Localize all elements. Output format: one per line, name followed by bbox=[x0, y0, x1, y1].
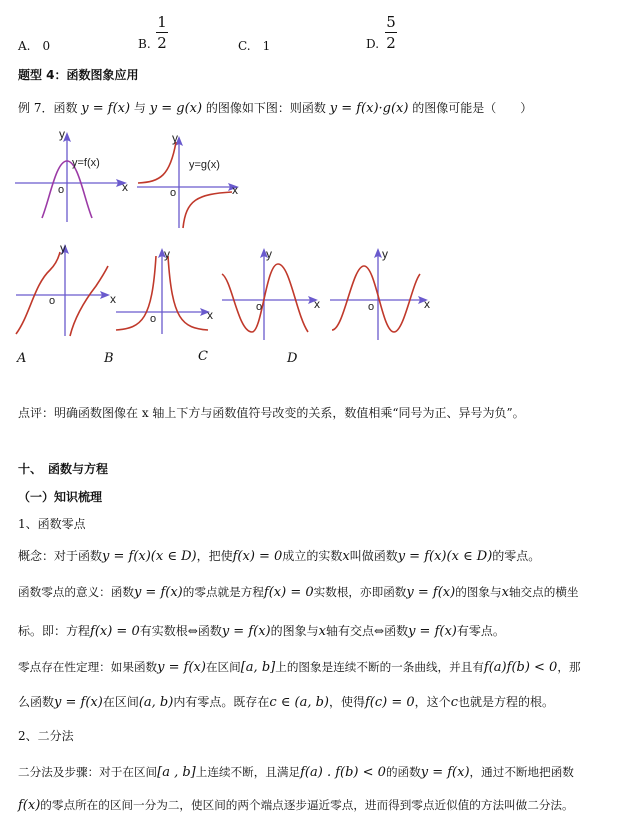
meaning-text-2: 的零点就是方程 bbox=[182, 585, 264, 599]
option-b-origin: o bbox=[150, 313, 157, 325]
concept-text-5: 的零点。 bbox=[492, 549, 541, 563]
concept-text-2: ，把使 bbox=[196, 549, 233, 563]
meaning-line-2 bbox=[18, 623, 505, 640]
option-graph-a bbox=[12, 240, 120, 340]
bisection-line-2 bbox=[18, 797, 574, 814]
theorem2-math-4: f(c) = 0 bbox=[365, 695, 415, 710]
meaning2-math-2: y = f(x) bbox=[221, 624, 271, 639]
graph-f-x-label: x bbox=[122, 180, 128, 194]
concept-math-1: y = f(x)(x ∈ D) bbox=[102, 549, 197, 564]
bisection-math-2: f(a) . f(b) < 0 bbox=[300, 765, 386, 780]
concept-math-3: x bbox=[342, 549, 350, 564]
subsection-knowledge: （一）知识梳理 bbox=[18, 490, 103, 504]
option-c-x-label: x bbox=[314, 297, 320, 311]
concept-math-2: f(x) = 0 bbox=[232, 549, 283, 564]
example-7 bbox=[18, 100, 532, 117]
bisection-text-2: 上连续不断，且满足 bbox=[195, 765, 301, 779]
example-7-suffix: 的图像可能是（ ） bbox=[412, 101, 533, 115]
meaning-text-5: 轴交点的横坐 bbox=[508, 585, 579, 599]
example-7-g: y = g(x) bbox=[149, 101, 203, 116]
item-1-heading: 1、函数零点 bbox=[18, 517, 86, 531]
meaning-math-1: y = f(x) bbox=[133, 585, 183, 600]
option-c: C. 1 bbox=[238, 39, 271, 53]
option-graph-c bbox=[218, 244, 330, 344]
theorem2-math-5: c bbox=[450, 695, 458, 710]
theorem2-text-5: ，这个 bbox=[414, 695, 451, 709]
option-d-origin: o bbox=[368, 301, 375, 313]
bisection-math-3: y = f(x) bbox=[420, 765, 470, 780]
comment: 点评：明确函数图像在 x 轴上下方与函数值符号改变的关系，数值相乘“同号为正、异号为负”。 bbox=[18, 406, 525, 420]
meaning-line-1 bbox=[18, 584, 579, 601]
meaning-math-2: f(x) = 0 bbox=[263, 585, 314, 600]
graph-option-c-letter: C bbox=[198, 349, 208, 364]
theorem2-text-2: 在区间 bbox=[102, 695, 139, 709]
theorem-math-3: f(a)f(b) < 0 bbox=[483, 660, 558, 675]
example-7-mid: 的图像如下图：则函数 bbox=[205, 101, 326, 115]
section-10-heading: 十、 函数与方程 bbox=[18, 462, 109, 476]
option-graph-b bbox=[112, 242, 222, 342]
option-d-y-label: y bbox=[382, 247, 388, 261]
bisection-text-3: 的函数 bbox=[385, 765, 421, 779]
bisection-line-1 bbox=[18, 764, 574, 781]
meaning2-text-3: 函数 bbox=[197, 624, 222, 638]
option-a-x-label: x bbox=[110, 292, 116, 306]
graph-f bbox=[12, 128, 137, 228]
graph-g-label: y=g(x) bbox=[189, 159, 220, 171]
meaning-text-1: 函数零点的意义：函数 bbox=[18, 585, 134, 599]
concept-text-1: 概念：对于函数 bbox=[18, 549, 103, 563]
option-c-y-label: y bbox=[266, 247, 272, 261]
bisection2-math-1: f(x) bbox=[18, 798, 41, 813]
theorem-text-3: 上的图象是连续不断的一条曲线，并且有 bbox=[275, 660, 484, 674]
bisection-math-1: [a , b] bbox=[157, 765, 196, 780]
option-b-numerator: 1 bbox=[157, 13, 167, 31]
option-d-label: D. bbox=[366, 37, 380, 51]
meaning2-math-4: y = f(x) bbox=[408, 624, 457, 639]
option-d-numerator: 5 bbox=[386, 13, 396, 31]
option-d-fraction bbox=[385, 13, 397, 52]
option-b-x-label: x bbox=[207, 308, 213, 322]
meaning2-text-1: 标。即：方程 bbox=[18, 624, 91, 638]
option-graph-d bbox=[326, 244, 438, 344]
theorem-text-1: 零点存在性定理：如果函数 bbox=[18, 660, 158, 674]
option-d-x-label: x bbox=[424, 297, 430, 311]
bisection-text-4: ，通过不断地把函数 bbox=[469, 765, 574, 779]
theorem2-text-1: 么函数 bbox=[18, 695, 55, 709]
option-b-label: B. bbox=[138, 37, 151, 51]
graph-option-b-letter: B bbox=[104, 351, 114, 366]
option-b-denominator: 2 bbox=[157, 34, 167, 52]
option-a: A. 0 bbox=[18, 39, 51, 53]
concept-text-4: 叫做函数 bbox=[349, 549, 398, 563]
example-7-f: y = f(x) bbox=[81, 101, 131, 116]
theorem-math-2: [a, b] bbox=[240, 660, 276, 675]
theorem2-math-2: (a, b) bbox=[138, 695, 174, 710]
graph-f-label: y=f(x) bbox=[72, 157, 100, 169]
bisection2-text-1: 的零点所在的区间一分为二，使区间的两个端点逐步逼近零点，进而得到零点近似值的方法叫做二分法。 bbox=[40, 798, 574, 812]
item-2-heading: 2、二分法 bbox=[18, 729, 74, 743]
option-a-y-label: y bbox=[60, 241, 66, 255]
meaning-math-4: x bbox=[501, 585, 509, 600]
graph-option-a-letter: A bbox=[17, 351, 27, 366]
meaning-text-4: 的图象与 bbox=[455, 585, 502, 599]
theorem2-text-6: 也就是方程的根。 bbox=[457, 695, 554, 709]
meaning2-text-5: 轴有交点 bbox=[325, 624, 374, 638]
meaning-text-3: 实数根，亦即函数 bbox=[313, 585, 407, 599]
graph-f-origin: o bbox=[58, 184, 65, 196]
meaning2-text-2: 有实数根 bbox=[139, 624, 188, 638]
option-d-denominator: 2 bbox=[386, 34, 396, 52]
option-b-y-label: y bbox=[164, 247, 170, 261]
meaning-math-3: y = f(x) bbox=[406, 585, 456, 600]
example-7-prefix: 例 7．函数 bbox=[18, 101, 78, 115]
theorem2-math-1: y = f(x) bbox=[54, 695, 103, 710]
option-b-fraction bbox=[156, 13, 168, 52]
option-a-origin: o bbox=[49, 295, 56, 307]
example-7-and: 与 bbox=[133, 101, 146, 115]
example-7-fg: y = f(x)·g(x) bbox=[329, 101, 409, 116]
theorem-text-4: ，那 bbox=[557, 660, 581, 674]
graph-f-y-label: y bbox=[59, 127, 65, 141]
meaning2-text-7: 有零点。 bbox=[456, 624, 505, 638]
theorem-math-1: y = f(x) bbox=[157, 660, 206, 675]
theorem2-text-4: ，使得 bbox=[328, 695, 365, 709]
meaning2-text-4: 的图象与 bbox=[270, 624, 319, 638]
meaning2-math-3: x bbox=[318, 624, 326, 639]
graph-g-x-label: x bbox=[232, 183, 238, 197]
graph-g-y-label: y bbox=[172, 131, 178, 145]
heading-type-4: 题型 4：函数图象应用 bbox=[18, 68, 139, 82]
theorem-line-2 bbox=[18, 694, 554, 711]
concept-line bbox=[18, 548, 540, 565]
theorem2-text-3: 内有零点。既存在 bbox=[173, 695, 270, 709]
graph-option-d-letter: D bbox=[287, 351, 298, 366]
concept-math-4: y = f(x)(x ∈ D) bbox=[397, 549, 493, 564]
equivalence-arrow-icon: ⇔ bbox=[374, 624, 385, 638]
equivalence-arrow-icon: ⇔ bbox=[187, 624, 198, 638]
meaning2-text-6: 函数 bbox=[384, 624, 409, 638]
theorem2-math-3: c ∈ (a, b) bbox=[269, 695, 329, 710]
graph-g bbox=[132, 132, 247, 232]
meaning2-math-1: f(x) = 0 bbox=[90, 624, 140, 639]
option-c-origin: o bbox=[256, 301, 263, 313]
graph-g-origin: o bbox=[170, 187, 177, 199]
theorem-text-2: 在区间 bbox=[205, 660, 241, 674]
concept-text-3: 成立的实数 bbox=[282, 549, 343, 563]
theorem-line-1 bbox=[18, 659, 581, 676]
bisection-text-1: 二分法及步骤：对于在区间 bbox=[18, 765, 158, 779]
